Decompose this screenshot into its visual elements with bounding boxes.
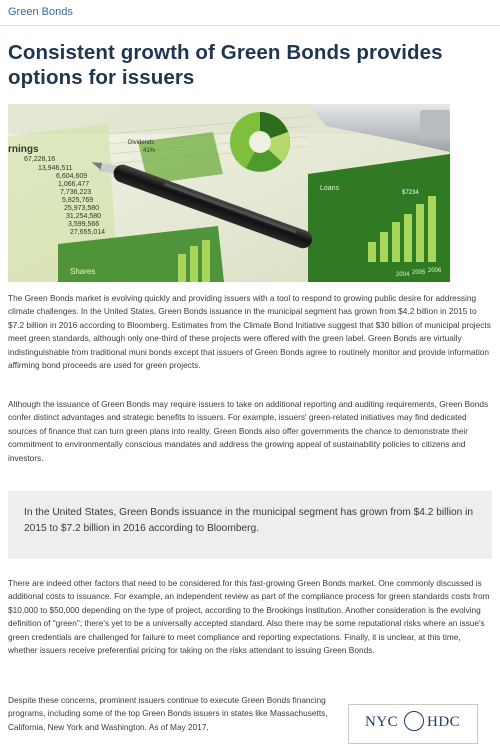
top-bar xyxy=(0,0,500,26)
logo-text-right: HDC xyxy=(427,714,461,730)
hero-illustration xyxy=(8,104,450,282)
year-label: 2004 xyxy=(396,272,410,278)
paragraph: Although the issuance of Green Bonds may require issuers to take on additional reporting and auditing requirements, Green Bonds confer distinct advantages and strategic benefits to issuers. For example, issuers' green-related initiatives may find dedicated sources of finance that can turn green plans into reality. Green Bonds also offer governments the chance to demonstrate their commitment to environmentally conscious mandates and address the growing appeal of sustainability policies to citizens and investors. xyxy=(8,399,489,463)
number-row: 13,946,511 xyxy=(38,165,73,172)
emblem-icon xyxy=(404,711,424,731)
number-row: 25,973,580 xyxy=(64,205,100,212)
number-row: 27,655,014 xyxy=(70,229,106,236)
loans-label: Loans xyxy=(320,185,340,192)
paragraph: There are indeed other factors that need to be considered for this fast-growing Green Bonds market. One commonly discussed is additional costs to issuance. For example, an independent review as part of the compliance process for green standards costs from $10,000 to $50,000 depending on the type of project, according to the Brookings Institution. Another consideration is the evolving definition of "green"; there's yet to be a universally accepted standard. Also there may be some reputational risks where an issue's green credentials are challenged for failure to meet compliance and reporting expectations. Finally, it is unclear, at this time, whether issuers receive preferential pricing for taking on the risks attendant to issuing Green Bonds. xyxy=(8,578,490,656)
number-row: 5,825,769 xyxy=(62,197,94,204)
paragraph: Despite these concerns, prominent issuers continue to execute Green Bonds financing programs, including some of the top Green Bonds issuers in states like Massachusetts, California, New York and Washington. As of May 2017, xyxy=(8,695,328,732)
donut-chart xyxy=(230,112,290,172)
earnings-label: rnings xyxy=(8,144,39,155)
pull-quote-text: In the United States, Green Bonds issuance in the municipal segment has grown from $4.2 billion in 2015 to $7.2 billion in 2016 according to Bloomberg. xyxy=(24,507,474,534)
article-title: Consistent growth of Green Bonds provides options for issuers xyxy=(8,41,443,89)
year-label: 2005 xyxy=(412,270,426,276)
year-label: 2006 xyxy=(428,268,442,274)
nychdc-logo xyxy=(348,704,478,744)
number-row: 6,604,609 xyxy=(56,173,88,180)
pull-quote xyxy=(8,491,492,559)
logo-text-left: NYC xyxy=(365,714,399,730)
number-row: 31,254,580 xyxy=(66,213,102,220)
dividends-label: Dividends xyxy=(128,140,155,146)
number-row: 1,066,477 xyxy=(58,181,90,188)
number-row: 3,599,566 xyxy=(68,221,100,228)
breadcrumb-green-bonds[interactable]: Green Bonds xyxy=(8,6,73,18)
hero-image xyxy=(8,104,450,282)
percent-label: 41% xyxy=(143,148,156,154)
number-row: 7,736,223 xyxy=(60,189,92,196)
number-row: 67,228,16 xyxy=(24,156,56,163)
shares-label: Shares xyxy=(70,267,96,276)
paragraph: The Green Bonds market is evolving quickly and providing issuers with a tool to respond to growing public desire for addressing climate challenges. In the United States, Green Bonds issuance in the municipal segment has grown from $4.2 billion in 2015 to $7.2 billion in 2016 according to Bloomberg. Estimates from the Climate Bond Initiative suggest that $30 billion of municipal projects meet green standards, although only one-third of these projects were offered with the green label. Green Bonds are virtually indistinguishable from traditional muni bonds except that issuers of Green Bonds agree to routinely monitor and provide information affirming bond proceeds are used for green projects. xyxy=(8,293,491,371)
value-label: $7234 xyxy=(402,190,419,196)
